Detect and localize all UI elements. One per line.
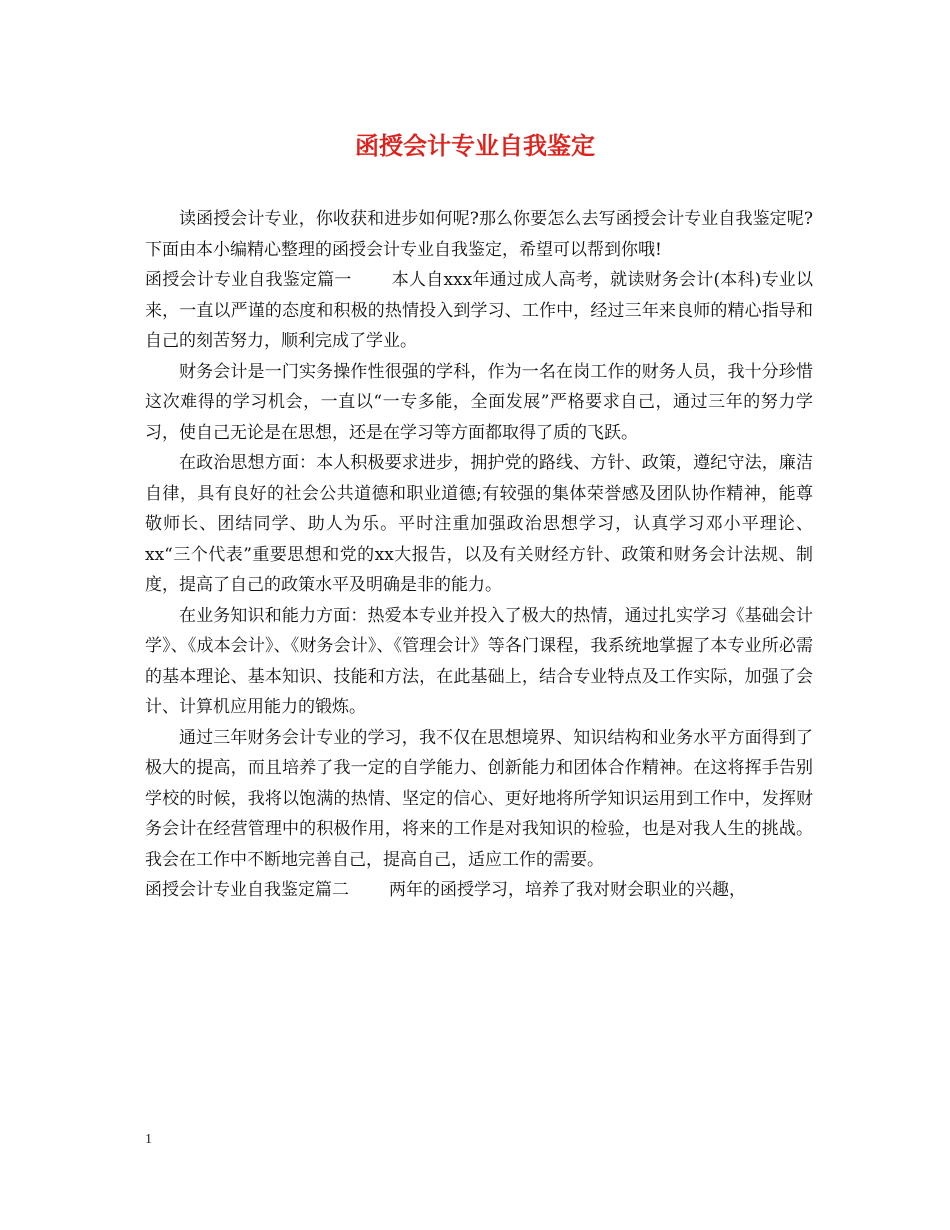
- page-number: 1: [145, 1132, 152, 1147]
- section-two-text: 两年的函授学习，培养了我对财会职业的兴趣，: [389, 880, 746, 900]
- document-body: [145, 204, 813, 906]
- body-paragraph: 通过三年财务会计专业的学习，我不仅在思想境界、知识结构和业务水平方面得到了极大的提高，而且培养了我一定的自学能力、创新能力和团体合作精神。在这将挥手告别学校的时候，我将以饱满的热情、坚定的信心、更好地将所学知识运用到工作中，发挥财务会计在经营管理中的积极作用，将来的工作是对我知识的检验，也是对我人生的挑战。我会在工作中不断地完善自己，提高自己，适应工作的需要。: [145, 727, 813, 870]
- section-two-paragraph: [145, 875, 813, 906]
- body-paragraph: 财务会计是一门实务操作性很强的学科，作为一名在岗工作的财务人员，我十分珍惜这次难得的学习机会，一直以“一专多能，全面发展”严格要求自己，通过三年的努力学习，使自己无论是在思想，还是在学习等方面都取得了质的飞跃。: [145, 361, 813, 443]
- body-paragraph: 在业务知识和能力方面：热爱本专业并投入了极大的热情，通过扎实学习《基础会计学》、《成本会计》、《财务会计》、《管理会计》等各门课程，我系统地掌握了本专业所必需的基本理论、基本知识、技能和方法，在此基础上，结合专业特点及工作实际，加强了会计、计算机应用能力的锻炼。: [145, 605, 813, 717]
- document-title: 函授会计专业自我鉴定: [355, 131, 595, 160]
- intro-paragraph: 读函授会计专业，你收获和进步如何呢?那么你要怎么去写函授会计专业自我鉴定呢?下面由本小编精心整理的函授会计专业自我鉴定，希望可以帮到你哦!: [145, 209, 813, 260]
- body-paragraph: 在政治思想方面：本人积极要求进步，拥护党的路线、方针、政策，遵纪守法，廉洁自律，具有良好的社会公共道德和职业道德;有较强的集体荣誉感及团队协作精神，能尊敬师长、团结同学、助人为乐。平时注重加强政治思想学习，认真学习邓小平理论、xx“三个代表”重要思想和党的xx大报告，以及有关财经方针、政策和财务会计法规、制度，提高了自己的政策水平及明确是非的能力。: [145, 453, 813, 595]
- section-one-paragraph: [145, 265, 813, 357]
- section-one-heading: 函授会计专业自我鉴定篇一: [145, 270, 352, 290]
- section-two-heading: 函授会计专业自我鉴定篇二: [145, 880, 349, 900]
- section-one-text: 本人自xxx年通过成人高考，就读财务会计(本科)专业以来，一直以严谨的态度和积极的热情投入到学习、工作中，经过三年来良师的精心指导和自己的刻苦努力，顺利完成了学业。: [145, 270, 814, 351]
